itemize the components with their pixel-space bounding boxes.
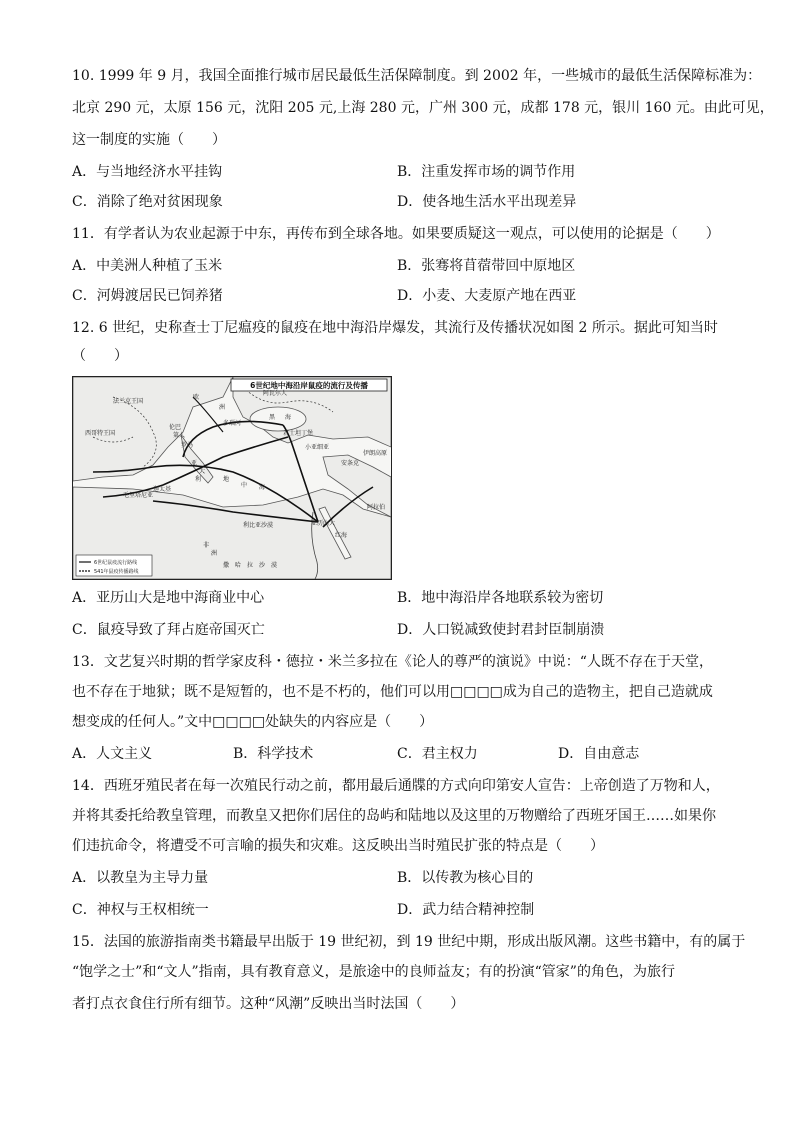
q14-stem-line3: 们违抗命令，将遭受不可言喻的损失和灾难。这反映出当时殖民扩张的特点是（ ） xyxy=(72,838,604,854)
q14-stem-line2: 并将其委托给教皇管理，而教皇又把你们居住的岛屿和陆地以及这里的万物赠给了西班牙国王……如果你 xyxy=(72,808,716,824)
map-label: 亚 xyxy=(191,460,198,467)
map-label: 亚历山大 xyxy=(311,520,336,527)
map-label: 伦巴 xyxy=(169,424,182,431)
map-label: 君士坦丁堡 xyxy=(283,430,314,437)
map-label: 阿拉伯 xyxy=(367,504,386,511)
q12-stem-line1: 12. 6 世纪，史称查士丁尼瘟疫的鼠疫在地中海沿岸爆发，其流行及传播状况如图 2 所示。据此可知当时 xyxy=(72,320,718,336)
map-label: 洲 xyxy=(219,404,226,411)
q10-stem-line3: 这一制度的实施（ ） xyxy=(72,132,226,148)
map-label: 非 xyxy=(203,542,210,549)
q14-option-a[interactable]: A．以教皇为主导力量 xyxy=(72,870,209,886)
q12-stem-line2: （ ） xyxy=(72,348,128,364)
q12-option-d[interactable]: D．人口锐减致使封君封臣制崩溃 xyxy=(397,622,605,638)
map-label: 中 xyxy=(241,482,248,489)
q10-stem-line2: 北京 290 元，太原 156 元，沈阳 205 元,上海 280 元，广州 300 元，成都 178 元，银川 160 元。由此可见， xyxy=(72,100,774,116)
q12-option-a[interactable]: A．亚历山大是地中海商业中心 xyxy=(72,590,265,606)
map-label: 欧 xyxy=(193,394,200,401)
map-label: 海 xyxy=(285,414,292,421)
plague-map-figure xyxy=(72,376,392,580)
q13-option-d[interactable]: D．自由意志 xyxy=(558,746,640,762)
map-label: 红海 xyxy=(335,532,348,539)
map-label: 罗马 xyxy=(181,442,194,449)
map-label: 海 xyxy=(259,484,266,491)
q10-option-b[interactable]: B．注重发挥市场的调节作用 xyxy=(397,164,576,180)
q14-option-c[interactable]: C．神权与王权相统一 xyxy=(72,902,209,918)
q14-option-d[interactable]: D．武力结合精神控制 xyxy=(397,902,535,918)
q13-stem-line2: 也不存在于地狱；既不是短暂的，也不是不朽的，他们可以用□□□□成为自己的造物主，把自己造就成 xyxy=(72,684,713,700)
map-label: 利 xyxy=(195,476,202,483)
map-label: 撒 哈 拉 沙 漠 xyxy=(223,562,278,569)
map-label: 法兰克王国 xyxy=(113,398,144,405)
map-label: 西哥特王国 xyxy=(85,430,116,437)
q11-option-d[interactable]: D．小麦、大麦原产地在西亚 xyxy=(397,288,577,304)
q11-option-b[interactable]: B．张骞将苜蓿带回中原地区 xyxy=(397,258,576,274)
map-label: 安条克 xyxy=(341,460,360,467)
map-label: 利比亚沙漠 xyxy=(243,522,274,529)
map-legend-2: 541年鼠疫传播路线 xyxy=(94,569,139,575)
map-legend-1: 6世纪鼠疫流行路线 xyxy=(94,560,138,566)
q13-option-a[interactable]: A．人文主义 xyxy=(72,746,153,762)
map-label: 毛里塔尼亚 xyxy=(123,492,154,499)
map-label: 黑 xyxy=(269,414,276,421)
q12-option-b[interactable]: B．地中海沿岸各地联系较为密切 xyxy=(397,590,604,606)
q13-option-b[interactable]: B．科学技术 xyxy=(233,746,314,762)
q15-stem-line1: 15．法国的旅游指南类书籍最早出版于 19 世纪初，到 19 世纪中期，形成出版风潮。这些书籍中，有的属于 xyxy=(72,934,746,950)
q15-stem-line2: “饱学之士”和“文人”指南，具有教育意义，是旅途中的良师益友；有的扮演“管家”的角色，为旅行 xyxy=(72,964,675,980)
map-label: 阿瓦尔人 xyxy=(263,390,288,397)
map-label: 地 xyxy=(223,476,230,483)
plague-map-svg xyxy=(73,377,391,579)
map-label: 大 xyxy=(199,468,206,475)
q14-option-b[interactable]: B．以传教为核心目的 xyxy=(397,870,534,886)
map-label: 洲 xyxy=(211,550,218,557)
map-label: 迦太基 xyxy=(153,486,172,493)
map-label: 第人 xyxy=(173,432,186,439)
q10-stem-line1: 10. 1999 年 9 月，我国全面推行城市居民最低生活保障制度。到 2002 年，一些城市的最低生活保障标准为： xyxy=(72,68,762,84)
q11-option-c[interactable]: C．河姆渡居民已饲养猪 xyxy=(72,288,223,304)
q14-stem-line1: 14．西班牙殖民者在每一次殖民行动之前，都用最后通牒的方式向印第安人宣告：上帝创造了万物和人， xyxy=(72,778,720,794)
q11-option-a[interactable]: A．中美洲人种植了玉米 xyxy=(72,258,223,274)
q13-stem-line3: 想变成的任何人。”文中□□□□处缺失的内容应是（ ） xyxy=(72,714,434,730)
q13-option-c[interactable]: C．君主权力 xyxy=(397,746,478,762)
q10-option-d[interactable]: D．使各地生活水平出现差异 xyxy=(397,194,577,210)
q12-option-c[interactable]: C．鼠疫导致了拜占庭帝国灭亡 xyxy=(72,622,265,638)
map-label: 多瑙河 xyxy=(223,420,242,427)
map-title: 6世纪地中海沿岸鼠疫的流行及传播 xyxy=(250,381,368,390)
map-label: 小亚细亚 xyxy=(305,444,330,451)
q10-option-c[interactable]: C．消除了绝对贫困现象 xyxy=(72,194,223,210)
q13-stem-line1: 13．文艺复兴时期的哲学家皮科・德拉・米兰多拉在《论人的尊严的演说》中说：“人既不存在于天堂， xyxy=(72,654,713,670)
q15-stem-line3: 者打点衣食住行所有细节。这种“风潮”反映出当时法国（ ） xyxy=(72,996,465,1012)
map-label: 伊朗高原 xyxy=(363,450,388,457)
q10-option-a[interactable]: A．与当地经济水平挂钩 xyxy=(72,164,223,180)
q11-stem-line1: 11．有学者认为农业起源于中东，再传布到全球各地。如果要质疑这一观点，可以使用的论据是（ ） xyxy=(72,226,720,242)
